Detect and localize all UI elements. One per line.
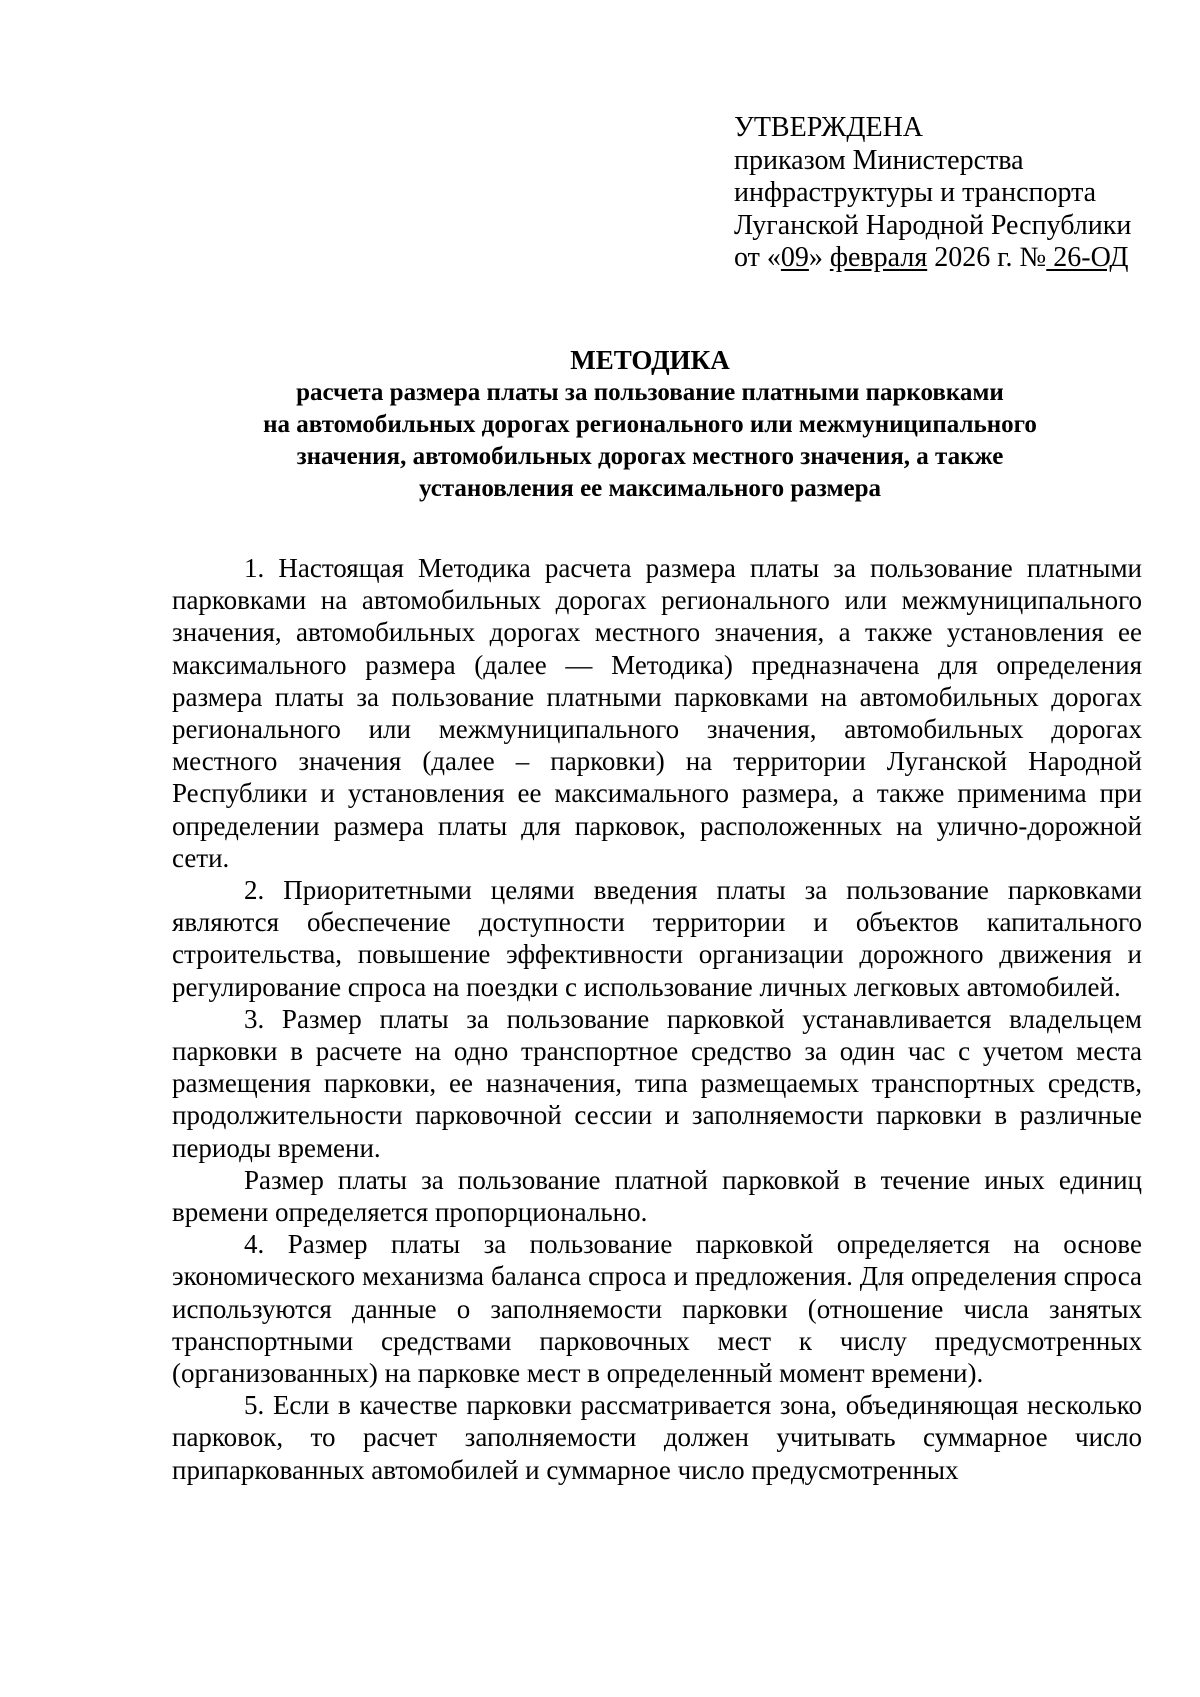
approval-line-3: Луганской Народной Республики <box>734 209 1132 241</box>
document-body <box>172 552 1142 1486</box>
date-prefix: от « <box>734 242 781 273</box>
date-day: 09 <box>780 242 809 273</box>
document-title <box>150 344 1150 505</box>
approval-stamp <box>734 112 1174 275</box>
paragraph-1: 1. Настоящая Методика расчета размера платы за пользование платными парковками на автомобильных дорогах регионального или межмуниципального значения, автомобильных дорогах местного значения, а также установления ее максимального размера (далее — Методика) предназначена для определения размера платы за пользование платными парковками на автомобильных дорогах регионального или межмуниципального значения, автомобильных дорогах местного значения (далее – парковки) на территории Луганской Народной Республики и установления ее максимального размера, а также применима при определении размера платы для парковок, расположенных на улично-дорожной сети. <box>172 553 1142 873</box>
approval-heading: УТВЕРЖДЕНА <box>734 112 924 143</box>
approval-line-1: приказом Министерства <box>734 144 1024 176</box>
date-month: февраля <box>829 242 928 273</box>
paragraph-5: 5. Если в качестве парковки рассматривается зона, объединяющая несколько парковок, то расчет заполняемости должен учитывать суммарное число припаркованных автомобилей и суммарное число предусмотренных <box>172 1390 1142 1485</box>
date-year: 2026 г. № <box>927 242 1047 273</box>
paragraph-4: 4. Размер платы за пользование парковкой определяется на основе экономического механизма баланса спроса и предложения. Для определения спроса используются данные о заполняемости парковки (отношение числа занятых транспортными средствами парковочных мест к числу предусмотренных (организованных) на парковке мест в определенный момент времени). <box>172 1229 1142 1389</box>
title-line-3: значения, автомобильных дорогах местного значения, а также <box>296 443 1004 470</box>
title-line-1: расчета размера платы за пользование платными парковками <box>296 379 1004 406</box>
title-line-2: на автомобильных дорогах регионального или межмуниципального <box>263 411 1037 438</box>
paragraph-2: 2. Приоритетными целями введения платы за пользование парковками являются обеспечение доступности территории и объектов капитального строительства, повышение эффективности организации дорожного движения и регулирование спроса на поездки с использование личных легковых автомобилей. <box>172 875 1142 1002</box>
paragraph-3: 3. Размер платы за пользование парковкой устанавливается владельцем парковки в расчете на одно транспортное средство за один час с учетом места размещения парковки, ее назначения, типа размещаемых транспортных средств, продолжительности парковочной сессии и заполняемости парковки в различные периоды времени. <box>172 1003 1142 1163</box>
date-mid: » <box>808 242 830 273</box>
order-number: 26-ОД <box>1046 242 1129 273</box>
approval-line-2: инфраструктуры и транспорта <box>734 177 1097 208</box>
title-line-4: установления ее максимального размера <box>419 475 881 502</box>
paragraph-3-continued: Размер платы за пользование платной парковкой в течение иных единиц времени определяется пропорционально. <box>172 1164 1142 1228</box>
approval-date-line <box>734 242 1174 275</box>
title-main: МЕТОДИКА <box>570 345 730 375</box>
